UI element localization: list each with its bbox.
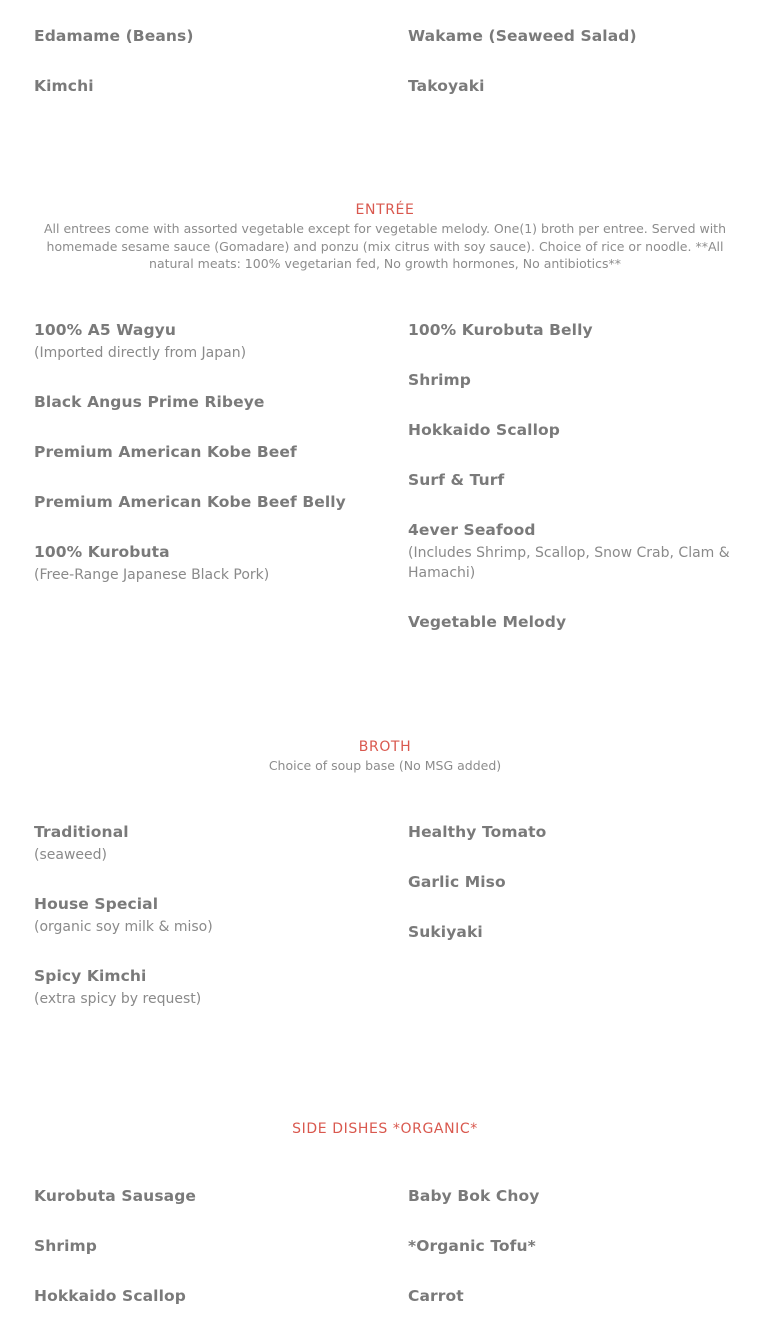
menu-item xyxy=(408,519,738,583)
menu-item xyxy=(34,541,364,585)
menu-item xyxy=(408,611,738,633)
appetizers-left-column xyxy=(34,25,364,125)
menu-item-description: (seaweed) xyxy=(34,847,107,863)
menu-item xyxy=(34,893,364,937)
menu-item-name: Hokkaido Scallop xyxy=(408,421,560,439)
menu-item-name: 4ever Seafood xyxy=(408,521,536,539)
menu-item xyxy=(34,391,364,413)
menu-item-name: Kurobuta Sausage xyxy=(34,1187,197,1205)
menu-item xyxy=(408,75,738,97)
menu-item xyxy=(34,821,364,865)
menu-item xyxy=(34,1235,364,1257)
entree-header xyxy=(0,202,770,273)
menu-item-name: Baby Bok Choy xyxy=(408,1187,540,1205)
section-title: SIDE DISHES *ORGANIC* xyxy=(292,1121,478,1137)
menu-item-name: Edamame (Beans) xyxy=(34,27,194,45)
menu-item xyxy=(408,419,738,441)
broth-header xyxy=(0,739,770,775)
appetizers-right-column xyxy=(408,25,738,125)
menu-item-name: Spicy Kimchi xyxy=(34,967,147,985)
menu-item xyxy=(408,921,738,943)
menu-item xyxy=(34,319,364,363)
menu-item-name: Sukiyaki xyxy=(408,923,483,941)
menu-item-name: Premium American Kobe Beef xyxy=(34,443,297,461)
menu-item-name: Carrot xyxy=(408,1287,464,1305)
menu-item xyxy=(408,25,738,47)
menu-item-description: (Imported directly from Japan) xyxy=(34,345,247,361)
section-note: All entrees come with assorted vegetable except for vegetable melody. One(1) broth per entree. Served with homemade sesame sauce (Gomadare) and ponzu (mix citrus with soy sauce). Choice of rice or noodle. **All natural meats: 100% vegetarian fed, No growth hormones, No antibiotics** xyxy=(44,221,726,271)
menu-item-name: Premium American Kobe Beef Belly xyxy=(34,493,346,511)
menu-item xyxy=(408,871,738,893)
menu-item-name: Shrimp xyxy=(408,371,472,389)
menu-item xyxy=(34,25,364,47)
menu-item-name: Vegetable Melody xyxy=(408,613,567,631)
menu-item xyxy=(408,1185,738,1207)
menu-item-description: (Includes Shrimp, Scallop, Snow Crab, Clam & Hamachi) xyxy=(408,545,730,581)
menu-item xyxy=(34,1285,364,1307)
menu-item-name: Kimchi xyxy=(34,77,94,95)
menu-item-description: (Free-Range Japanese Black Pork) xyxy=(34,567,270,583)
broth-right-column xyxy=(408,821,738,971)
menu-item-name: House Special xyxy=(34,895,159,913)
menu-item-name: *Organic Tofu* xyxy=(408,1237,536,1255)
section-title: BROTH xyxy=(358,739,412,755)
menu-item-name: Black Angus Prime Ribeye xyxy=(34,393,265,411)
menu-item-name: Takoyaki xyxy=(408,77,485,95)
menu-item xyxy=(408,821,738,843)
menu-item xyxy=(34,75,364,97)
entree-right-column xyxy=(408,319,738,661)
menu-item-description: (organic soy milk & miso) xyxy=(34,919,213,935)
menu-item-name: Shrimp xyxy=(34,1237,98,1255)
sides-right-column xyxy=(408,1185,738,1335)
menu-item-description: (extra spicy by request) xyxy=(34,991,202,1007)
menu-item-name: Garlic Miso xyxy=(408,873,506,891)
menu-item xyxy=(408,1235,738,1257)
section-note: Choice of soup base (No MSG added) xyxy=(268,758,502,773)
menu-item xyxy=(34,965,364,1009)
menu-item-name: Hokkaido Scallop xyxy=(34,1287,186,1305)
menu-item xyxy=(34,441,364,463)
menu-item xyxy=(408,469,738,491)
entree-left-column xyxy=(34,319,364,613)
menu-item-name: Healthy Tomato xyxy=(408,823,547,841)
menu-item xyxy=(408,1285,738,1307)
menu-item xyxy=(408,369,738,391)
menu-item-name: Traditional xyxy=(34,823,129,841)
menu-item xyxy=(34,491,364,513)
menu-item xyxy=(408,319,738,341)
broth-left-column xyxy=(34,821,364,1037)
menu-item-name: Wakame (Seaweed Salad) xyxy=(408,27,637,45)
sides-left-column xyxy=(34,1185,364,1335)
menu-item xyxy=(34,1185,364,1207)
section-title: ENTRÉE xyxy=(355,202,415,218)
menu-item-name: 100% A5 Wagyu xyxy=(34,321,176,339)
menu-item-name: 100% Kurobuta xyxy=(34,543,170,561)
sides-header xyxy=(0,1121,770,1137)
menu-item-name: Surf & Turf xyxy=(408,471,505,489)
menu-item-name: 100% Kurobuta Belly xyxy=(408,321,593,339)
